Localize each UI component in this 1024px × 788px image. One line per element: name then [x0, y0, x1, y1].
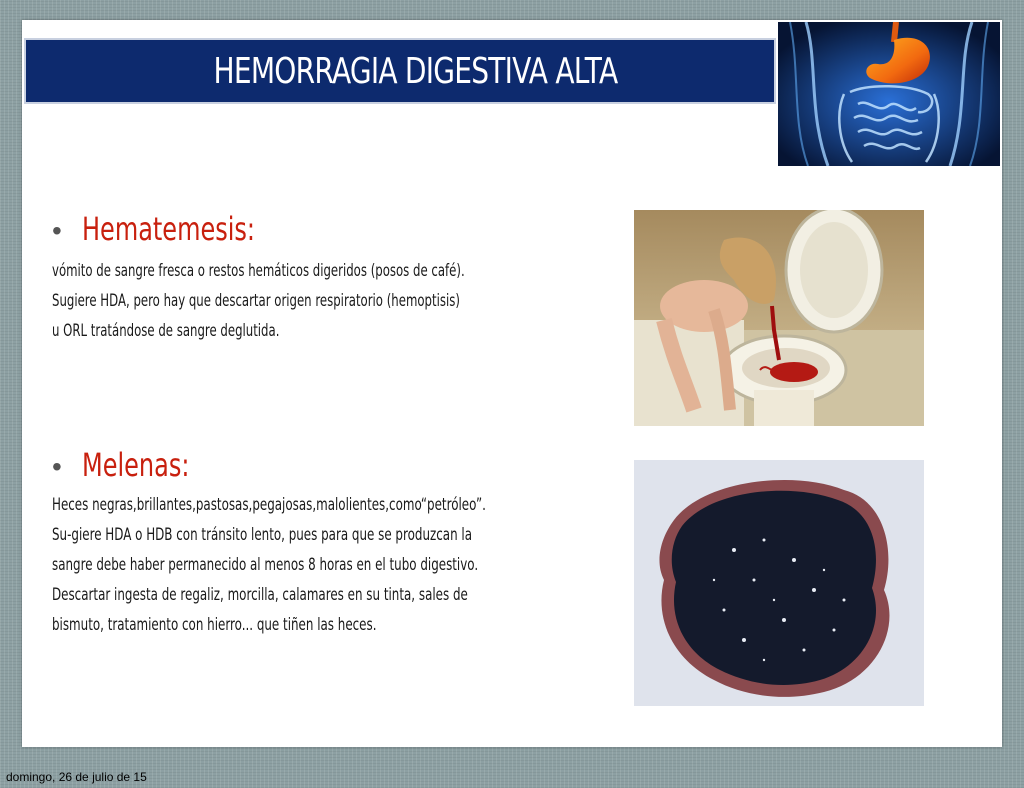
- footer-date: domingo, 26 de julio de 15: [6, 770, 147, 784]
- hematemesis-photo: [634, 210, 924, 426]
- text-line: sangre debe haber permanecido al menos 8 horas en el tubo digestivo.: [52, 555, 479, 575]
- slide-title: HEMORRAGIA DIGESTIVA ALTA: [213, 50, 618, 92]
- section-melenas: [52, 446, 225, 484]
- text-line: bismuto, tratamiento con hierro... que tiñen las heces.: [52, 615, 377, 635]
- heading-hematemesis: Hematemesis:: [82, 210, 255, 248]
- title-bar: [24, 38, 776, 104]
- stomach-anatomy-image: [778, 22, 1000, 166]
- bullet-dot: •: [52, 215, 62, 246]
- text-line: Heces negras,brillantes,pastosas,pegajosas,malolientes,como“petróleo”.: [52, 495, 486, 515]
- hematemesis-text: [52, 256, 465, 346]
- slide: [22, 20, 1002, 747]
- text-line: u ORL tratándose de sangre deglutida.: [52, 321, 280, 341]
- text-line: Sugiere HDA, pero hay que descartar origen respiratorio (hemoptisis): [52, 291, 460, 311]
- melena-photo: [634, 460, 924, 706]
- anatomy-illustration: [778, 22, 1000, 166]
- bullet-dot: •: [52, 451, 62, 482]
- melena-stool-image: [634, 460, 924, 706]
- melenas-text: [52, 490, 486, 640]
- text-line: Descartar ingesta de regaliz, morcilla, calamares en su tinta, sales de: [52, 585, 468, 605]
- text-line: Su-giere HDA o HDB con tránsito lento, pues para que se produzcan la: [52, 525, 472, 545]
- text-line: vómito de sangre fresca o restos hemáticos digeridos (posos de café).: [52, 261, 465, 281]
- heading-melenas: Melenas:: [82, 446, 190, 484]
- vomiting-blood-image: [634, 210, 924, 426]
- section-hematemesis: [52, 210, 313, 248]
